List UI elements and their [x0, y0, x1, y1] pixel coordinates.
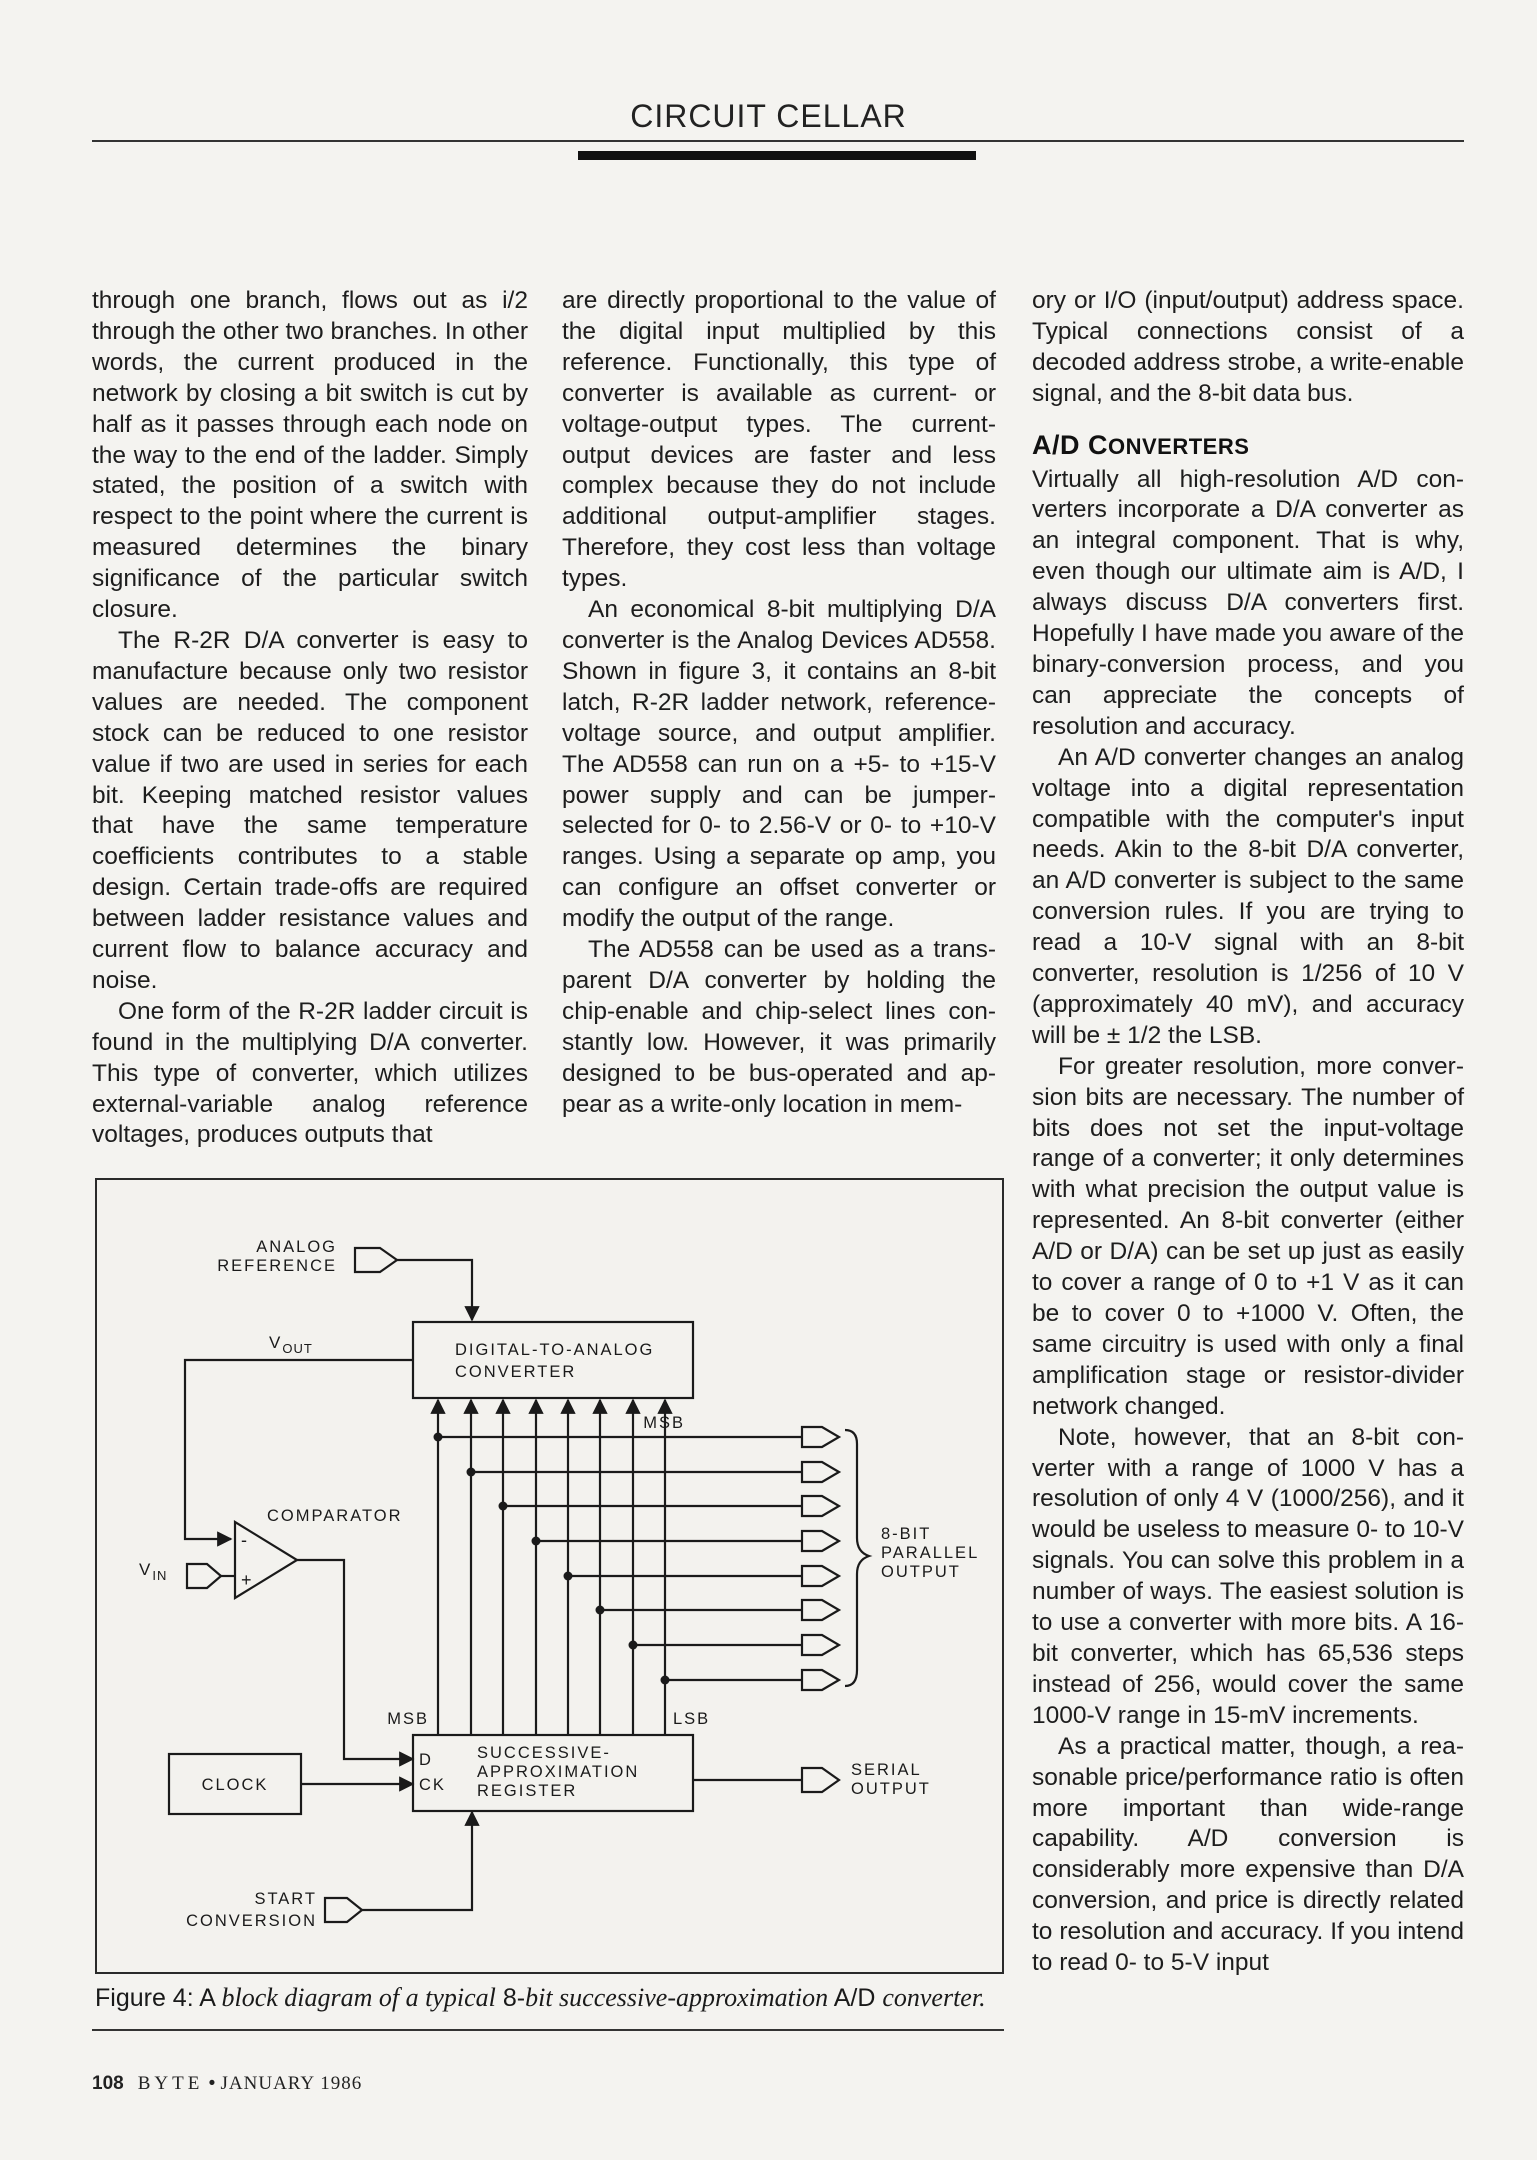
parallel-output-brace [845, 1430, 869, 1686]
header-bar [578, 151, 976, 160]
parallel-output-connector-icon [802, 1462, 839, 1482]
paragraph: ory or I/O (input/output) address space. Typical connections consist of a decoded address strobe, a write-enable signal, and the 8-bit data bus. [1032, 287, 1464, 407]
parallel-output-connector-icon [802, 1566, 839, 1586]
caption-label: Figure 4: [95, 1984, 194, 2012]
paragraph: For greater resolution, more conversion bits are necessary. The number of bits does not set the input-voltage range of a converter; it only determines with what precision the output value is represented. An 8-bit converter (either A/D or D/A) can be set up just as easily to cover a range of 0 to +1 V as it can be to cover 0 to +1000 V. Often, the same circuitry is used with only a final amplification stage or resistor-divider network changed. [1032, 1052, 1464, 1420]
sar-label: REGISTER [477, 1782, 578, 1800]
analog-reference-label: ANALOG [256, 1238, 337, 1256]
text-column-3 [1032, 286, 1464, 1979]
analog-reference-label: REFERENCE [217, 1257, 337, 1275]
comparator-minus: - [241, 1530, 249, 1550]
figure-4-diagram [95, 1178, 1004, 1974]
vin-label-sub: IN [152, 1568, 168, 1583]
vout-label [269, 1333, 313, 1356]
caption-text: bit successive-approximation [525, 1983, 829, 2012]
figure-caption [95, 1983, 1005, 2013]
paragraph: An A/D converter changes an analog voltage into a digital representation compatible with the computer's input needs. Akin to the 8-bit D/A converter, an A/D converter is subject to the same conversion rules. If you are trying to read a 10-V signal with an 8-bit converter, resolution is 1/256 of 10 V (approximately 40 mV), and accuracy will be ± 1/2 the LSB. [1032, 743, 1464, 1049]
start-conversion-label: CONVERSION [186, 1912, 317, 1930]
parallel-output-connector-icon [802, 1670, 839, 1690]
sar-pin-d: D [419, 1751, 433, 1769]
caption-text: 8- [502, 1984, 526, 2012]
dac-label: DIGITAL-TO-ANALOG [455, 1341, 655, 1359]
text-column-1 [92, 286, 528, 1151]
serial-output-label: OUTPUT [851, 1780, 931, 1798]
paragraph: are directly proportional to the value of the digital input multiplied by this reference. Functionally, this type of converter is available as current- or voltage-output types. The current-output devices are faster and less complex because they do not include additional output-amplifier stages. Therefore, they cost less than voltage types. [562, 287, 996, 593]
caption-text: A/D [833, 1984, 876, 2012]
parallel-output-connector-icon [802, 1600, 839, 1620]
paragraph: The R-2R D/A converter is easy to manufacture because only two resistor values are needed. The component stock can be reduced to one resistor value if two are used in series for each bit. Keeping matched resistor values that have the same temperature coefficients contributes to a stable design. Certain trade-offs are required between ladder resistance values and current flow to balance accuracy and noise. [92, 626, 528, 994]
parallel-output-label: PARALLEL [881, 1544, 980, 1562]
serial-output-label: SERIAL [851, 1761, 922, 1779]
msb-bottom-label: MSB [387, 1710, 429, 1728]
vout-label-v: V [269, 1333, 283, 1352]
footer-separator: • [208, 2073, 216, 2094]
page-number: 108 [92, 2073, 124, 2094]
caption-text: converter. [882, 1983, 986, 2012]
parallel-output-connector-icon [802, 1531, 839, 1551]
paragraph: Note, however, that an 8-bit converter with a range of 1000 V has a resolution of only 4 V (1000/256), and it would be useless to measure 0- to 10-V signals. You can solve this problem in a number of ways. The easiest solution is to use a converter with more bits. A 16-bit converter, which has 65,536 steps instead of 256, would cover the same 1000-V range in 15-mV increments. [1032, 1423, 1464, 1729]
sar-label: APPROXIMATION [477, 1763, 640, 1781]
caption-rule [92, 2029, 1004, 2031]
vin-label [139, 1560, 167, 1583]
vout-label-sub: OUT [282, 1341, 313, 1356]
analog-reference-wire [397, 1260, 472, 1320]
publication-name: BYTE [137, 2073, 204, 2094]
issue-date: JANUARY 1986 [220, 2073, 363, 2094]
serial-output-connector-icon [802, 1768, 839, 1792]
start-conversion-wire [362, 1812, 472, 1910]
analog-reference-connector-icon [355, 1248, 397, 1272]
vin-connector-icon [187, 1564, 221, 1588]
comparator-label: COMPARATOR [267, 1507, 403, 1525]
clock-label: CLOCK [201, 1776, 269, 1794]
paragraph: through one branch, flows out as i/2 through the other two branches. In other words, the current produced in the network by closing a bit switch is cut by half as it passes through each node on the way to the end of the ladder. Simply stated, the position of a switch with respect to the point where the current is measured determines the binary significance of the particular switch closure. [92, 287, 528, 624]
section-heading-rest: ONVERTERS [1108, 433, 1250, 459]
section-heading [1032, 430, 1464, 463]
paragraph: The AD558 can be used as a transparent D/A converter by holding the chip-enable and chip-select lines constantly low. However, it was primarily designed to be bus-operated and appear as a write-only location in mem- [562, 936, 996, 1118]
paragraph: As a practical matter, though, a reasonable price/performance ratio is often more important than wide-range capability. A/D conversion is considerably more expensive than D/A conversion, and price is directly related to resolution and accuracy. If you intend to read 0- to 5-V input [1032, 1732, 1464, 1977]
caption-text: A [199, 1984, 215, 2012]
comparator-plus: + [241, 1570, 254, 1590]
parallel-output-connector-icon [802, 1427, 839, 1447]
parallel-output-connector-icon [802, 1496, 839, 1516]
dac-label: CONVERTER [455, 1363, 577, 1381]
header-rule [92, 140, 1464, 142]
caption-text: block diagram of a typical [221, 1983, 496, 2012]
section-heading-first: A/D C [1032, 429, 1108, 460]
page-header-title: CIRCUIT CELLAR [630, 98, 907, 134]
sar-label: SUCCESSIVE- [477, 1744, 611, 1762]
vin-label-v: V [139, 1560, 153, 1579]
dac-block [413, 1322, 693, 1398]
paragraph: An economical 8-bit multiplying D/A converter is the Analog Devices AD558. Shown in figure 3, it contains an 8-bit latch, R-2R ladder network, reference-voltage source, and output amplifier. The AD558 can run on a +5- to +15-V power supply and can be jumper-selected for 0- to 2.56-V or 0- to +10-V ranges. Using a separate op amp, you can configure an offset converter or modify the output of the range. [562, 596, 996, 933]
lsb-label: LSB [673, 1710, 711, 1728]
sar-pin-ck: CK [419, 1776, 446, 1794]
comparator-output-wire [297, 1560, 413, 1759]
text-column-2 [562, 286, 996, 1120]
parallel-output-label: 8-BIT [881, 1525, 932, 1543]
parallel-output-connector-icon [802, 1635, 839, 1655]
start-conversion-connector-icon [325, 1898, 362, 1922]
start-conversion-label: START [254, 1890, 317, 1908]
paragraph: One form of the R-2R ladder circuit is found in the multiplying D/A converter. This type of converter, which utilizes external-variable analog reference voltages, produces outputs that [92, 997, 528, 1149]
parallel-output-label: OUTPUT [881, 1563, 961, 1581]
msb-top-label: MSB [643, 1414, 685, 1432]
page-footer [92, 2073, 362, 2095]
block-diagram-svg [97, 1180, 1002, 1972]
paragraph: Virtually all high-resolution A/D converters incorporate a D/A converter as an integral component. That is why, even though our ultimate aim is A/D, I always discuss D/A converters first. Hopefully I have made you aware of the binary-conversion process, and you can appreciate the concepts of resolution and accuracy. [1032, 465, 1464, 740]
